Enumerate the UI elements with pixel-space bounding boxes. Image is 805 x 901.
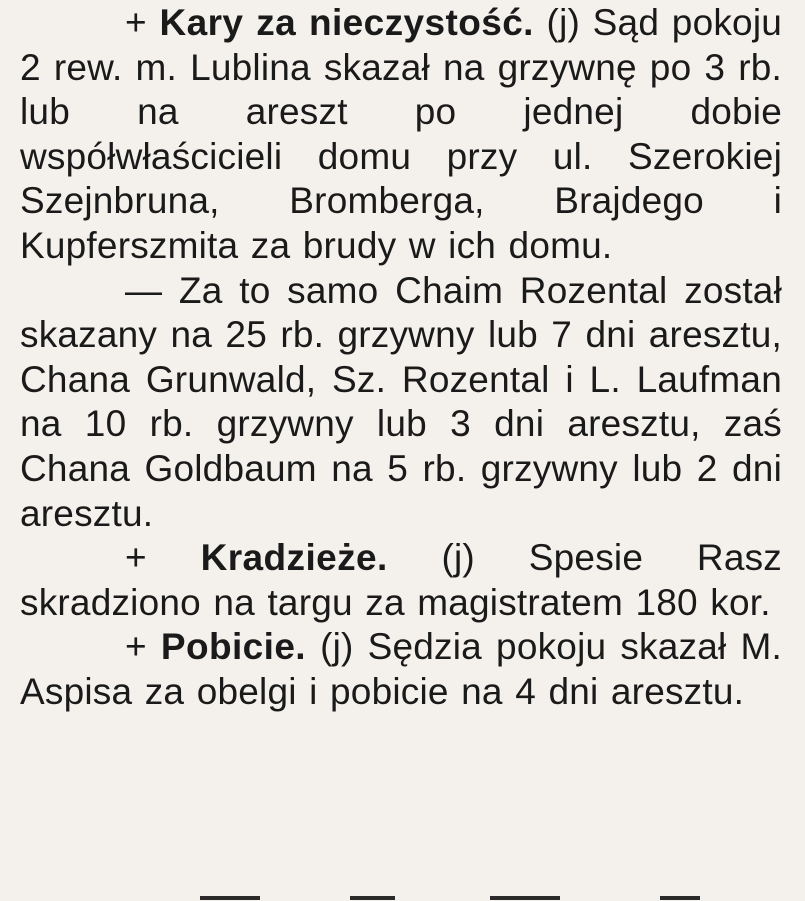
- cut-off-glyph: [350, 896, 395, 900]
- article-item-dirt-fines: [20, 1, 782, 269]
- article-item-same-offence: [20, 269, 782, 537]
- cut-off-glyph: [660, 896, 700, 900]
- article-column: [20, 1, 782, 715]
- cut-off-glyph: [490, 896, 560, 900]
- item-text: (j) Sąd pokoju 2 rew. m. Lublina skazał na grzywnę po 3 rb. lub na areszt po jednej dobie współwłaścicieli domu przy ul. Szerokiej Szejnbruna, Bromberga, Brajdego i Kupferszmita za brudy w ich domu.: [20, 2, 783, 266]
- cut-off-next-line: [20, 888, 782, 901]
- item-text: (j) Spesie Rasz skradziono na targu za magistratem 180 kor.: [20, 537, 783, 623]
- item-heading: Kradzieże.: [200, 537, 388, 579]
- article-item-assault: [20, 625, 782, 714]
- item-heading: Kary za nieczystość.: [159, 2, 534, 43]
- item-heading: Pobicie.: [160, 626, 306, 668]
- item-text: (j) Sędzia pokoju skazał M. Aspisa za obelgi i pobicie na 4 dni aresztu.: [20, 626, 783, 712]
- article-item-thefts: [20, 536, 782, 625]
- cut-off-glyph: [200, 896, 260, 900]
- item-marker: +: [125, 2, 147, 43]
- item-marker: —: [125, 269, 163, 311]
- item-text: Za to samo Chaim Rozental został skazany na 25 rb. grzywny lub 7 dni aresztu, Chana Grunwald, Sz. Rozental i L. Laufman na 10 rb. grzywny lub 3 dni aresztu, zaś Chana Goldbaum na 5 rb. grzywny lub 2 dni aresztu.: [20, 269, 782, 534]
- item-marker: +: [125, 626, 147, 668]
- item-marker: +: [125, 537, 147, 579]
